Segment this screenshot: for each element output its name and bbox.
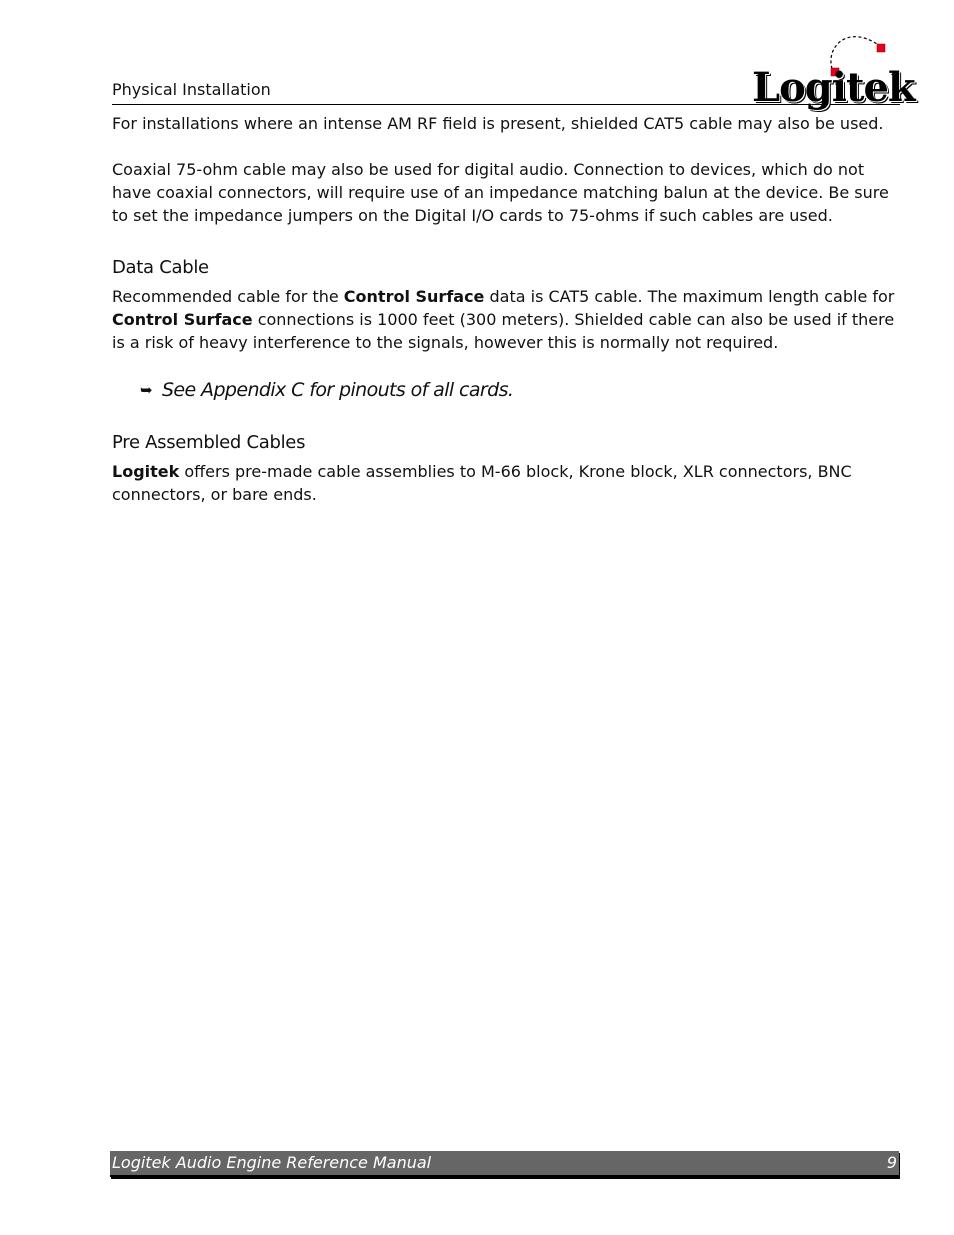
- section-title: Physical Installation: [112, 80, 271, 99]
- bold-term: Logitek: [112, 462, 180, 481]
- paragraph-data-cable: [112, 285, 902, 354]
- page-number: 9: [886, 1153, 897, 1172]
- bold-term: Control Surface: [112, 310, 253, 329]
- text-segment: offers pre-made cable assemblies to M-66 block, Krone block, XLR connectors, BNC connectors, or bare ends.: [112, 462, 852, 504]
- bold-term: Control Surface: [343, 287, 485, 306]
- hook-arrow-icon: ➥: [140, 381, 152, 399]
- footer-manual-title: Logitek Audio Engine Reference Manual: [112, 1153, 432, 1172]
- paragraph-rf-field: For installations where an intense AM RF field is present, shielded CAT5 cable may also be used.: [112, 114, 884, 133]
- heading-data-cable: Data Cable: [112, 257, 209, 278]
- text-segment: data is CAT5 cable. The maximum length cable for: [484, 287, 895, 306]
- logo-wordmark: Logitek: [752, 64, 915, 111]
- text-segment: Recommended cable for the: [112, 287, 344, 306]
- text-segment: connections is 1000 feet (300 meters). Shielded cable can also be used if there is a risk of heavy interference to the signals, however this is normally not required.: [112, 310, 895, 352]
- appendix-note: [140, 378, 513, 402]
- paragraph-pre-assembled: [112, 460, 852, 506]
- logitek-logo: [752, 24, 915, 111]
- paragraph-coaxial: Coaxial 75-ohm cable may also be used for digital audio. Connection to devices, which do not have coaxial connectors, will require use of an impedance matching balun at the device. Be sure to set the impedance jumpers on the Digital I/O cards to 75-ohms if such cables are used.: [112, 160, 889, 225]
- note-text: See Appendix C for pinouts of all cards.: [161, 379, 514, 401]
- footer-bar: [110, 1151, 899, 1177]
- heading-pre-assembled: Pre Assembled Cables: [112, 432, 306, 453]
